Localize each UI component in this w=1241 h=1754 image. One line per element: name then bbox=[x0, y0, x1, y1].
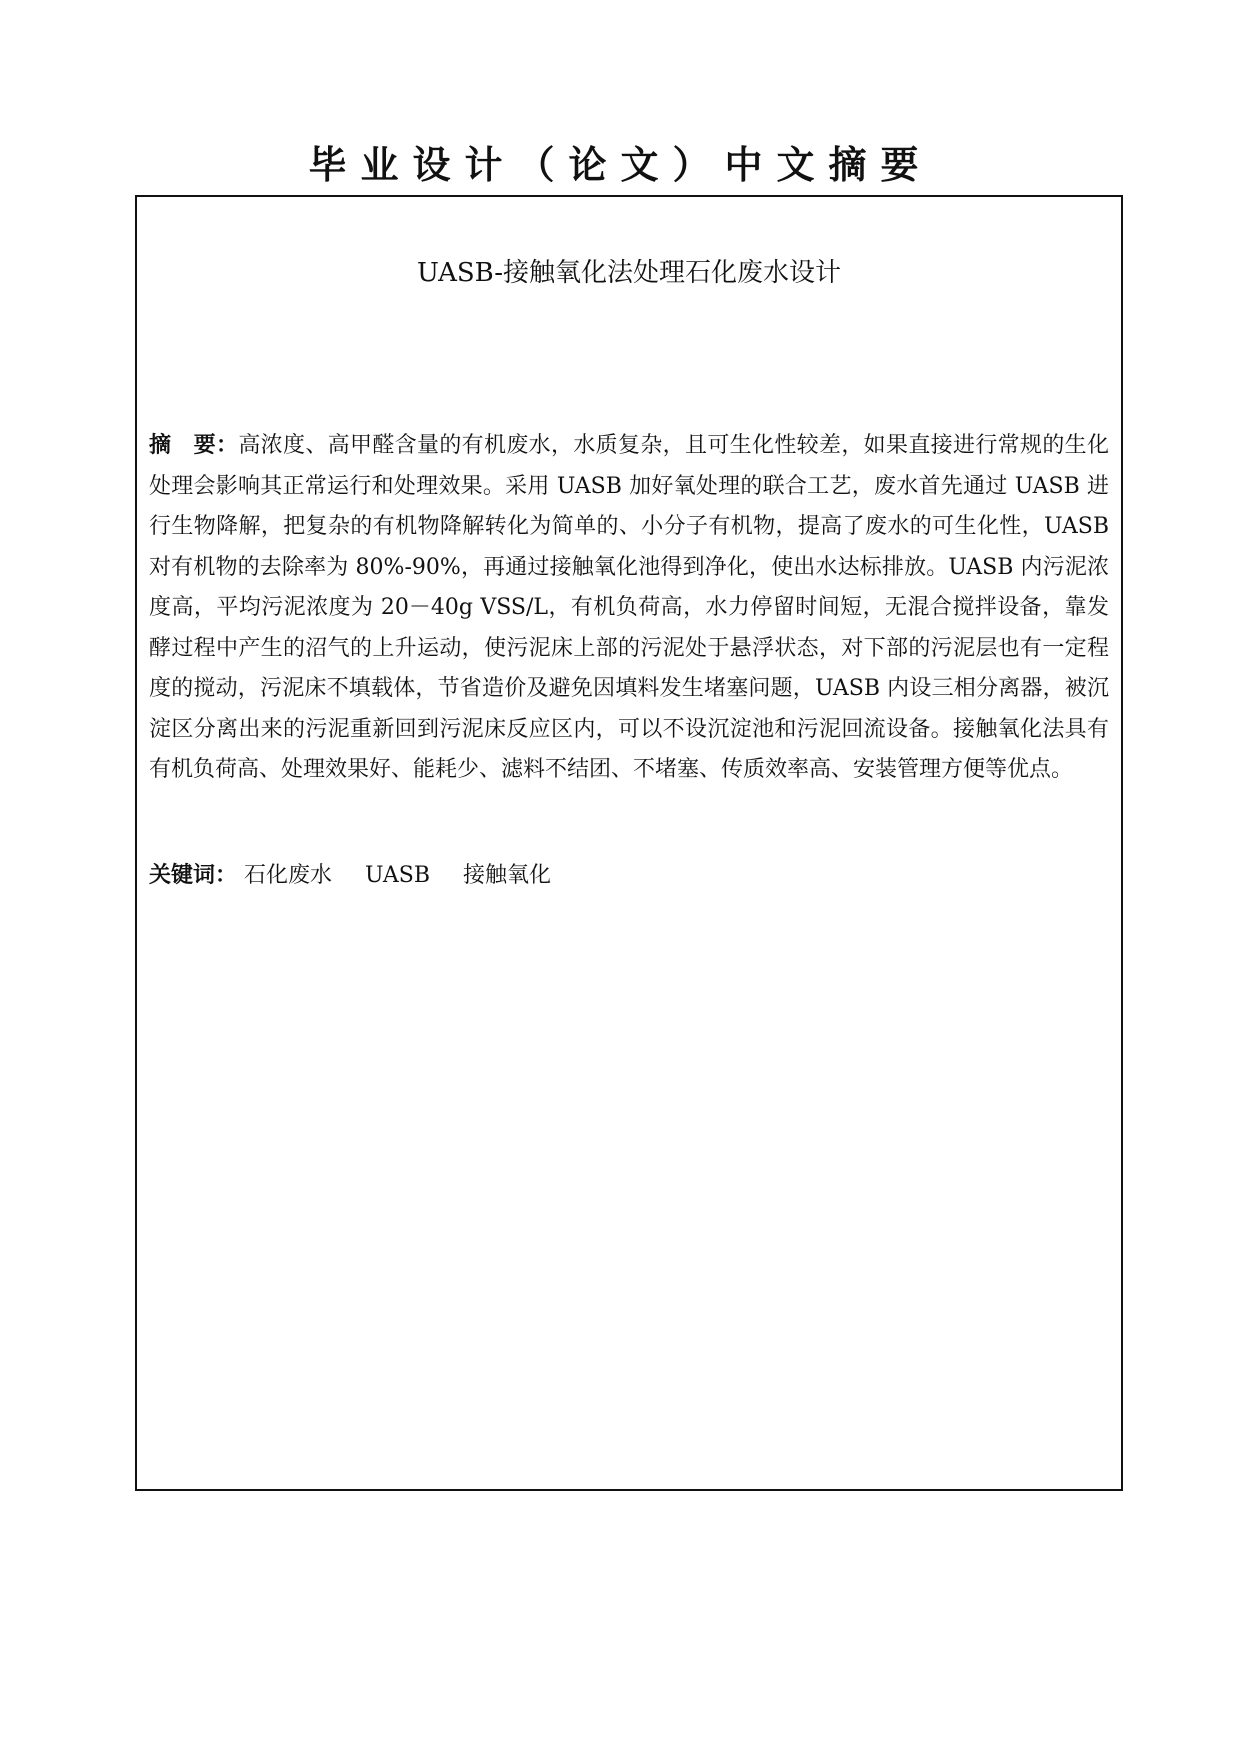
abstract-body bbox=[149, 425, 1109, 791]
keyword-item: UASB bbox=[365, 863, 431, 888]
keyword-item: 石化废水 bbox=[244, 863, 333, 888]
keywords-label: 关键词： bbox=[149, 862, 238, 888]
keyword-item: 接触氧化 bbox=[463, 863, 552, 888]
page-heading: 毕业设计（论文）中文摘要 bbox=[308, 142, 933, 187]
abstract-text: 高浓度、高甲醛含量的有机废水，水质复杂，且可生化性较差，如果直接进行常规的生化处理会影响其正常运行和处理效果。采用 UASB 加好氧处理的联合工艺，废水首先通过 UASB 进行生物降解，把复杂的有机物降解转化为简单的、小分子有机物，提高了废水的可生化性，UASB 对有机物的去除率为 80%-90%，再通过接触氧化池得到净化，使出水达标排放。UASB 内污泥浓度高，平均污泥浓度为 20－40g VSS/L，有机负荷高，水力停留时间短，无混合搅拌设备，靠发酵过程中产生的沼气的上升运动，使污泥床上部的污泥处于悬浮状态，对下部的污泥层也有一定程度的搅动，污泥床不填载体，节省造价及避免因填料发生堵塞问题，UASB 内设三相分离器，被沉淀区分离出来的污泥重新回到污泥床反应区内，可以不设沉淀池和污泥回流设备。接触氧化法具有有机负荷高、处理效果好、能耗少、滤料不结团、不堵塞、传质效率高、安装管理方便等优点。 bbox=[149, 433, 1109, 782]
keywords-line bbox=[149, 855, 1109, 896]
thesis-title: UASB-接触氧化法处理石化废水设计 bbox=[416, 258, 842, 288]
abstract-label: 摘 要： bbox=[149, 432, 239, 458]
abstract-box bbox=[135, 195, 1123, 1491]
